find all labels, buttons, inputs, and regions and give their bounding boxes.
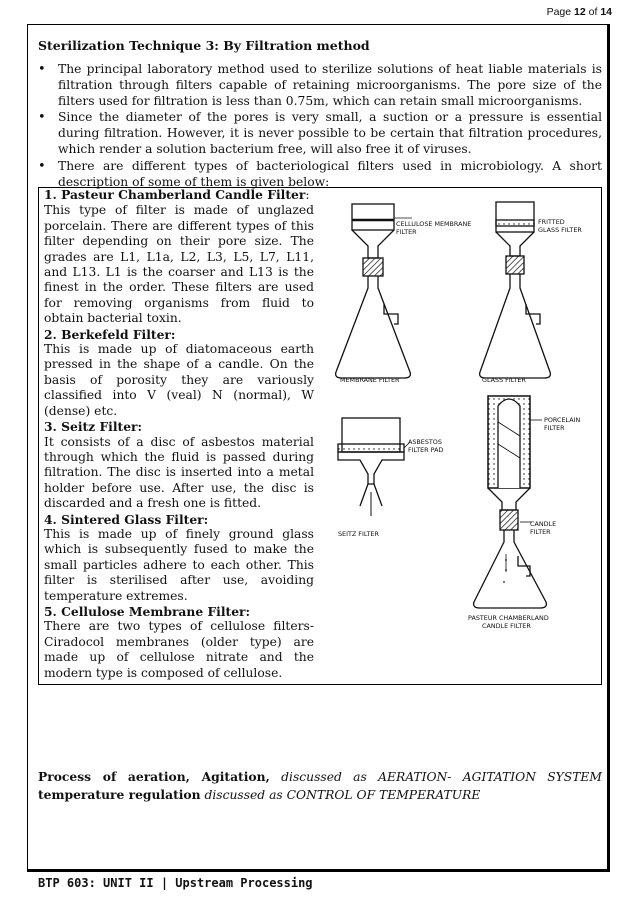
label-porcelain-filter: FILTER [544,424,565,432]
aeration-italic-1: discussed as AERATION- AGITATION SYSTEM [281,770,602,784]
filter-description: This is made up of finely ground glass which is subsequently fused to make the small particles adhere to each other. This filter is sterilised after use, avoiding temperature extremes. [44,526,314,603]
page-current: 12 [574,6,586,18]
page-footer: BTP 603: UNIT II | Upstream Processing [38,876,313,890]
filter-entry [44,604,314,681]
bullet-list [38,62,602,191]
page-total: 14 [600,6,612,18]
seitz-filter-illustration [338,418,404,516]
filter-heading: 1. Pasteur Chamberland Candle Filter [44,187,306,202]
filter-heading: 3. Seitz Filter: [44,419,143,435]
filter-heading-suffix: : [305,188,310,202]
filters-description [44,187,314,681]
label-seitz-filter: SEITZ FILTER [338,530,379,538]
filter-heading: 5. Cellulose Membrane Filter: [44,603,251,619]
bullet-item: • The principal laboratory method used to sterilize solutions of heat liable materials is filtration through filters capable of retaining microorganisms. The pore size of the filters used for filtration is less than 0.75m, which can retain small microorganisms. [38,62,602,109]
filter-description: This is made up of diatomaceous earth pressed in the shape of a candle. On the basis of porosity they are variously classified into V (veal) N (normal), W (dense) etc. [44,342,314,418]
filter-entry [44,327,314,419]
bullet-item: • There are different types of bacteriological filters used in microbiology. A short description of some of them is given below: [38,159,602,191]
label-candle: CANDLE [530,520,557,528]
filter-description: It consists of a disc of asbestos material through which the fluid is passed during filtration. The disc is inserted into a metal holder before use. After use, the disc is discarded and a fresh one is fitted. [44,434,314,511]
label-fritted: FRITTED [538,218,565,226]
section-title: Sterilization Technique 3: By Filtration method [38,38,370,53]
label-pasteur-2: CANDLE FILTER [482,622,531,630]
label-membrane-filter: MEMBRANE FILTER [340,376,400,384]
filter-description: This type of filter is made of unglazed porcelain. There are different types of this filter depending on their pore size. The grades are L1, L1a, L2, L3, L5, L7, L11, and L13. L1 is the coarser and L13 is the finest in the order. These filters are used for removing organisms from fluid to obtain bacterial toxin. [44,203,314,326]
filter-entry [44,419,314,511]
filter-heading: 4. Sintered Glass Filter: [44,511,209,527]
bullet-item: • Since the diameter of the pores is very small, a suction or a pressure is essential during filtration. However, it is never possible to be certain that filtration procedures, which render a solution bacterium free, will also free it of viruses. [38,110,602,157]
filter-description: There are two types of cellulose filters- Ciradocol membranes (older type) are made up of cellulose nitrate and the modern type is composed of cellulose. [44,619,314,680]
filter-heading: 2. Berkefeld Filter: [44,326,176,342]
label-filter-pad: FILTER PAD [408,446,444,454]
filter-entry [44,512,314,604]
label-asbestos: ASBESTOS [408,438,442,446]
aeration-bold-1: Process of aeration, Agitation, [38,769,270,784]
filter-entry [44,187,314,327]
page-number [547,6,612,18]
label-pasteur-1: PASTEUR CHAMBERLAND [468,614,549,622]
label-glass-filter-top: GLASS FILTER [538,226,582,234]
page-of: of [588,6,598,18]
aeration-paragraph [38,768,602,804]
page-prefix: Page [546,6,572,18]
label-cellulose-filter: FILTER [396,228,417,236]
aeration-bold-2: temperature regulation [38,787,201,802]
label-cellulose-membrane: CELLULOSE MEMBRANE [396,220,472,228]
label-candle-filter: FILTER [530,528,551,536]
aeration-italic-2: discussed as CONTROL OF TEMPERATURE [204,788,481,802]
filters-diagram [322,192,600,642]
pasteur-filter-illustration [474,396,547,608]
label-porcelain: PORCELAIN [544,416,581,424]
label-glass-filter: GLASS FILTER [482,376,526,384]
